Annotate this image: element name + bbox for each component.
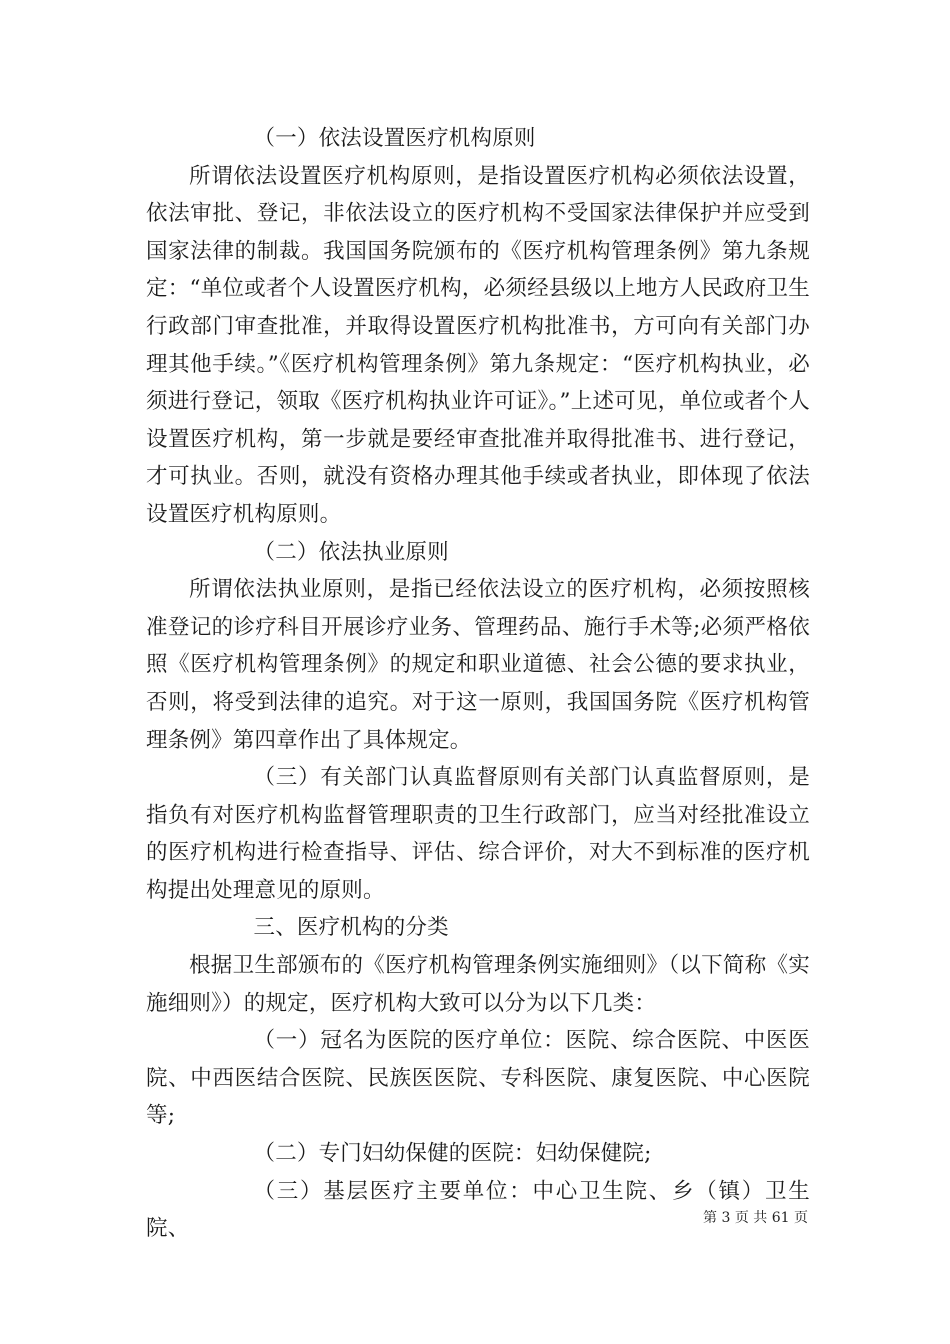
page-number-footer: 第 3 页 共 61 页 — [703, 1210, 808, 1226]
list-item-hospitals: （一）冠名为医院的医疗单位：医院、综合医院、中医医院、中西医结合医院、民族医医院、专科医院、康复医院、中心医院等; — [146, 1028, 810, 1129]
paragraph-classification-intro: 根据卫生部颁布的《医疗机构管理条例实施细则》（以下简称《实施细则》）的规定，医疗机构大致可以分为以下几类： — [146, 953, 810, 1016]
document-body — [146, 120, 810, 1248]
paragraph-legal-practice: 所谓依法执业原则，是指已经依法设立的医疗机构，必须按照核准登记的诊疗科目开展诊疗业务、管理药品、施行手术等;必须严格依照《医疗机构管理条例》的规定和职业道德、社会公德的要求执业，否则，将受到法律的追究。对于这一原则，我国国务院《医疗机构管理条例》第四章作出了具体规定。 — [146, 577, 810, 753]
section-heading-legal-practice: （二）依法执业原则 — [253, 539, 449, 565]
paragraph-supervision: （三）有关部门认真监督原则有关部门认真监督原则，是指负有对医疗机构监督管理职责的卫生行政部门，应当对经批准设立的医疗机构进行检查指导、评估、综合评价，对大不到标准的医疗机构提出处理意见的原则。 — [146, 765, 810, 903]
paragraph-legal-setup: 所谓依法设置医疗机构原则，是指设置医疗机构必须依法设置，依法审批、登记，非依法设立的医疗机构不受国家法律保护并应受到国家法律的制裁。我国国务院颁布的《医疗机构管理条例》第九条规定：“单位或者个人设置医疗机构，必须经县级以上地方人民政府卫生行政部门审查批准，并取得设置医疗机构批准书，方可向有关部门办理其他手续。”《医疗机构管理条例》第九条规定：“医疗机构执业，必须进行登记，领取《医疗机构执业许可证》。”上述可见，单位或者个人设置医疗机构，第一步就是要经审查批准并取得批准书、进行登记，才可执业。否则，就没有资格办理其他手续或者执业，即体现了依法设置医疗机构原则。 — [146, 163, 810, 527]
list-item-grassroots: （三）基层医疗主要单位：中心卫生院、乡（镇）卫生院、 — [146, 1178, 810, 1242]
list-item-maternal-child: （二）专门妇幼保健的医院：妇幼保健院; — [253, 1141, 652, 1167]
section-heading-classification: 三、医疗机构的分类 — [253, 915, 449, 941]
section-heading-legal-setup: （一）依法设置医疗机构原则 — [253, 126, 536, 151]
